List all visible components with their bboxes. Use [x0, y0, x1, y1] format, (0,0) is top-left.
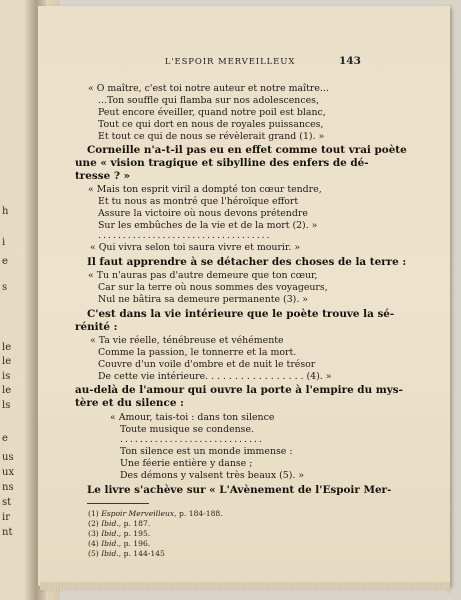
footnote: (4) Ibid., p. 196.	[88, 539, 151, 548]
left-page-fragment: st	[2, 497, 12, 508]
left-page-fragment: e	[2, 256, 8, 267]
prose-line: au-delà de l'amour qui ouvre la porte à l'empire du mys-	[75, 384, 403, 396]
verse-line: « O maître, c'est toi notre auteur et notre maître...	[88, 83, 329, 94]
verse-line: « Amour, tais-toi : dans ton silence	[110, 412, 275, 423]
verse-line: Et tout ce qui de nous se révèlerait grand (1). »	[98, 131, 325, 142]
verse-line: Sur les embûches de la vie et de la mort (2). »	[98, 220, 318, 231]
running-head: L'ESPOIR MERVEILLEUX	[164, 57, 296, 67]
ellipsis-line: . . . . . . . . . . . . . . . . . . . . . . . . . . . . .	[120, 434, 262, 445]
prose-line: Le livre s'achève sur « L'Avènement de l'Espoir Mer-	[87, 484, 392, 496]
footnote-rule	[87, 503, 149, 504]
verse-line: Assure la victoire où nous devons prétendre	[98, 208, 308, 219]
verse-line: Toute musique se condense.	[120, 424, 255, 435]
left-page-fragment: ux	[2, 467, 15, 478]
ellipsis-line: . . . . . . . . . . . . . . . . . . . . . . . . . . . . . . . . . . .	[98, 230, 270, 241]
footnote: (2) Ibid., p. 187.	[88, 519, 151, 528]
left-page-fragment: le	[2, 356, 12, 367]
footnote: (5) Ibid., p. 144-145	[88, 549, 165, 558]
left-page-fragment: us	[2, 452, 14, 463]
verse-line: Comme la passion, le tonnerre et la mort.	[98, 347, 297, 358]
footnote: (1) Espoir Merveilleux, p. 184-188.	[88, 509, 223, 518]
left-page-fragment: is	[2, 371, 11, 382]
verse-line: Des démons y valsent très beaux (5). »	[120, 470, 305, 481]
verse-line: De cette vie intérieure. . . . . . . . . . . . . . . . . (4). »	[98, 371, 332, 382]
prose-line: tère et du silence :	[75, 397, 184, 409]
page-bottom-edge	[40, 582, 450, 590]
page-number: 143	[339, 55, 361, 67]
footnote: (3) Ibid., p. 195.	[88, 529, 151, 538]
left-page-fragment: ir	[2, 512, 10, 523]
prose-line: Il faut apprendre à se détacher des choses de la terre :	[87, 256, 407, 268]
left-page-fragment: ls	[2, 400, 11, 411]
verse-line: « Ta vie réelle, ténébreuse et véhémente	[90, 335, 284, 346]
left-page-fragment: ns	[2, 482, 14, 493]
prose-line: une « vision tragique et sibylline des enfers de dé-	[75, 157, 369, 169]
verse-line: Couvre d'un voile d'ombre et de nuit le trésor	[98, 359, 316, 370]
prose-line: Corneille n'a-t-il pas eu en effet comme tout vrai poète	[87, 144, 407, 156]
prose-line: tresse ? »	[75, 170, 131, 182]
verse-line: Ton silence est un monde immense :	[120, 446, 293, 457]
verse-line: Tout ce qui dort en nous de royales puissances,	[98, 119, 324, 130]
prose-line: C'est dans la vie intérieure que le poète trouve la sé-	[87, 308, 395, 320]
left-page-fragment: i	[2, 237, 6, 248]
left-page-fragment: le	[2, 385, 12, 396]
verse-line: ...Ton souffle qui flamba sur nos adolescences,	[98, 95, 319, 106]
left-page-fragment: s	[2, 282, 8, 293]
verse-line: Nul ne bâtira sa demeure permanente (3). »	[98, 294, 309, 305]
verse-line: Peut encore éveiller, quand notre poil est blanc,	[98, 107, 326, 118]
verse-line: Une féerie entière y danse ;	[120, 458, 253, 469]
verse-line: Car sur la terre où nous sommes des voyageurs,	[98, 282, 328, 293]
verse-line: « Mais ton esprit viril a dompté ton cœur tendre,	[88, 184, 322, 195]
left-page-fragment: e	[2, 433, 8, 444]
prose-line: rénité :	[75, 321, 118, 333]
verse-line: Et tu nous as montré que l'héroïque effort	[98, 196, 299, 207]
left-page-fragment: nt	[2, 527, 13, 538]
left-page-fragment: le	[2, 342, 12, 353]
verse-line: « Qui vivra selon toi saura vivre et mourir. »	[90, 242, 301, 253]
left-page-fragment: h	[2, 206, 9, 217]
verse-line: « Tu n'auras pas d'autre demeure que ton cœur,	[88, 270, 318, 281]
